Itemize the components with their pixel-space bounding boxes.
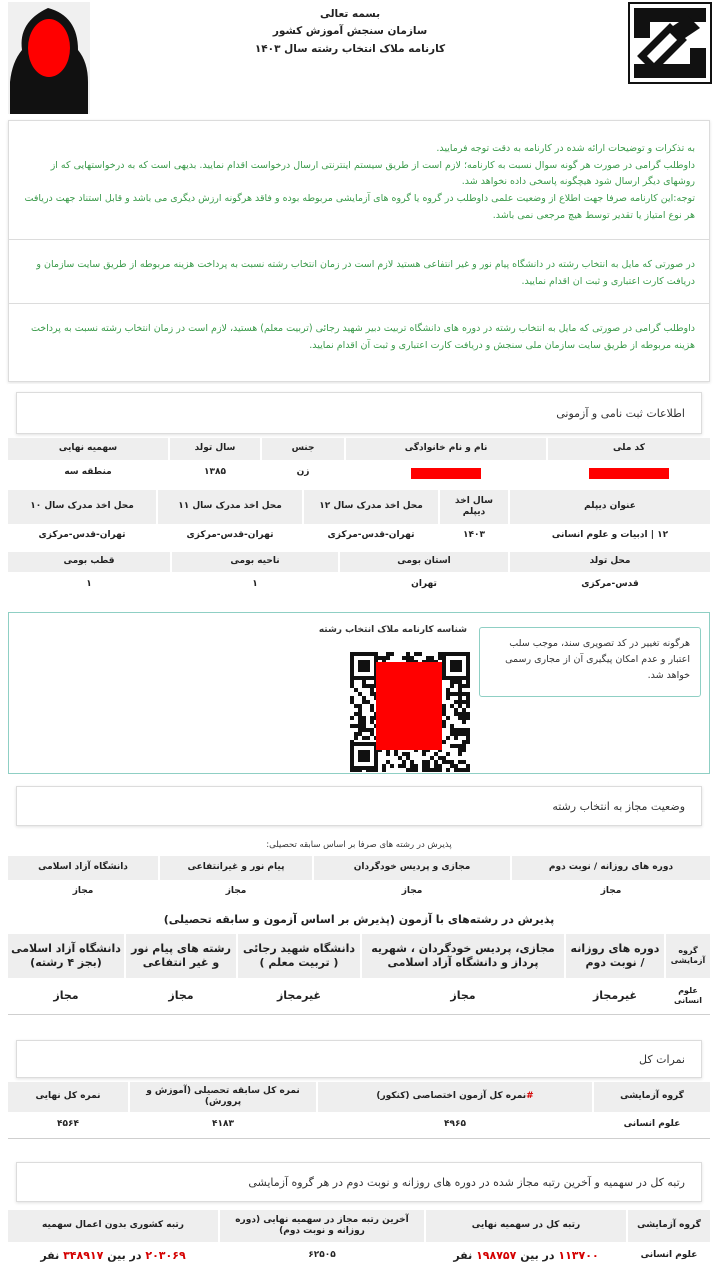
- reg-v-gender: زن: [262, 460, 344, 486]
- reg-h-gender: جنس: [262, 438, 344, 460]
- note-rajaee: داوطلب گرامی در صورتی که مایل به انتخاب رشته در دوره های دانشگاه تربیت دبیر شهید رجائی (تربیت معلم) هستید، لازم است در زمان انتخاب رشته نسبت به پرداخت هزینه مربوطه از طریق سایت سازمان ملی سنجش و دریافت کارت اعتباری و ثبت آن اقدام نمایید.: [30, 323, 695, 351]
- note-payame-noor: در صورتی که مایل به انتخاب رشته در دانشگاه پیام نور و غیر انتفاعی هستید لازم است در زمان انتخاب رشته نسبت به پرداخت هزینه مربوطه از طریق سایت سازمان و دریافت کارت اعتباری و ثبت ان اقدام نمایید.: [36, 259, 695, 287]
- rank-v-group: علوم انسانی: [628, 1242, 710, 1270]
- score-h-exam: # نمره کل آزمون اختصاصی (کنکور): [318, 1082, 592, 1112]
- record-v-daily: مجاز: [512, 880, 710, 904]
- redaction-qr: [376, 662, 442, 750]
- score-h-final: نمره کل نهایی: [8, 1082, 128, 1112]
- eligibility-title: وضعیت مجاز به انتخاب رشته: [552, 799, 685, 813]
- exam-v-payame-noor: مجاز: [126, 978, 236, 1014]
- ranks-title: رتبه کل در سهمیه و آخرین رتبه مجاز شده در دوره های روزانه و نوبت دوم در هر گروه آزمایشی: [248, 1175, 685, 1189]
- rank-v-quota: ۱۱۳۷۰۰ در بین ۱۹۸۷۵۷ نفر: [426, 1242, 626, 1270]
- reg-h-native-region: ناحیه بومی: [172, 552, 338, 572]
- reg-h-native-province: استان بومی: [340, 552, 508, 572]
- reg-v-place-12: تهران-قدس-مرکزی: [304, 524, 438, 548]
- ranks-title-bar: [16, 1162, 702, 1202]
- eligibility-title-bar: [16, 786, 702, 826]
- qr-warning-box: [479, 627, 701, 697]
- reg-v-diploma-year: ۱۴۰۳: [440, 524, 508, 548]
- score-v-group: علوم انسانی: [594, 1112, 710, 1138]
- record-h-payame-noor: پیام نور و غیرانتفاعی: [160, 856, 312, 880]
- registration-title: اطلاعات ثبت نامی و آزمونی: [556, 406, 685, 420]
- redaction-full-name: [411, 468, 481, 479]
- qr-code: [348, 652, 472, 772]
- redaction-national-id: [589, 468, 669, 479]
- rank-national-total: ۳۴۸۹۱۷: [63, 1249, 104, 1263]
- notes-panel: [8, 120, 710, 382]
- rank-h-quota: رتبه کل در سهمیه نهایی: [426, 1210, 626, 1242]
- reg-h-place-11: محل اخذ مدرک سال ۱۱: [158, 490, 302, 524]
- reg-h-place-10: محل اخذ مدرک سال ۱۰: [8, 490, 156, 524]
- rank-h-last-allowed: آخرین رتبه مجاز در سهمیه نهایی (دوره روزانه و نوبت دوم): [220, 1210, 424, 1242]
- exam-h-rajaee: دانشگاه شهید رجائی ( تربیت معلم ): [238, 934, 360, 978]
- exam-h-payame-noor: رشته های پیام نور و غیر انتفاعی: [126, 934, 236, 978]
- record-h-daily: دوره های روزانه / نوبت دوم: [512, 856, 710, 880]
- reg-v-native-province: تهران: [340, 572, 508, 598]
- note-intro-3: توجه:این کارنامه صرفا جهت اطلاع از وضعیت علمی داوطلب در گروه یا گروه های آزمایشی مربوطه بوده و فاقد هرگونه ارزش دیگری می باشد و قابل استناد جهت دریافت هر نوع امتیاز یا تقدیر توسط هیچ مرجعی نمی باشد.: [24, 192, 695, 221]
- record-v-virtual: مجاز: [314, 880, 510, 904]
- record-h-virtual: مجازی و پردیس خودگردان: [314, 856, 510, 880]
- reg-v-diploma: ۱۲ | ادبیات و علوم انسانی: [510, 524, 710, 548]
- record-caption: پذیرش در رشته های صرفا بر اساس سابقه تحصیلی:: [266, 840, 452, 850]
- score-h-record: نمره کل سابقه تحصیلی (آموزش و پرورش): [130, 1082, 316, 1112]
- exam-h-azad: دانشگاه آزاد اسلامی (بجز ۴ رشته): [8, 934, 124, 978]
- exam-h-daily: دوره های روزانه / نوبت دوم: [566, 934, 664, 978]
- header-report-title: کارنامه ملاک انتخاب رشته سال ۱۴۰۳: [254, 42, 446, 55]
- score-hash-mark: #: [526, 1091, 534, 1102]
- scores-title: نمرات کل: [639, 1052, 685, 1066]
- record-v-payame-noor: مجاز: [160, 880, 312, 904]
- reg-h-quota: سهمیه نهایی: [8, 438, 168, 460]
- exam-v-daily: غیرمجاز: [566, 978, 664, 1014]
- reg-v-native-region: ۱: [172, 572, 338, 598]
- reg-h-place-12: محل اخذ مدرک سال ۱۲: [304, 490, 438, 524]
- reg-h-birth-year: سال تولد: [170, 438, 260, 460]
- qr-label: شناسه کارنامه ملاک انتخاب رشته: [318, 625, 467, 635]
- record-h-azad: دانشگاه آزاد اسلامی: [8, 856, 158, 880]
- exam-v-virtual: مجاز: [362, 978, 564, 1014]
- note-intro-2: داوطلب گرامی در صورت هر گونه سوال نسبت به کارنامه؛ لازم است از طریق سیستم اینترنتی ارسال درخواست اقدام نمایید. بدیهی است که به درخواستهایی که از روشهای دیگر ارسال شود هیچگونه پاسخی داده نخواهد شد.: [50, 159, 695, 188]
- rank-quota-total: ۱۹۸۷۵۷: [476, 1249, 517, 1263]
- note-intro-1: به تذکرات و توضیحات ارائه شده در کارنامه به دقت توجه فرمایید.: [436, 143, 695, 154]
- exam-h-group: گروه آزمایشی: [666, 934, 710, 978]
- header-basmala: بسمه تعالی: [319, 8, 381, 20]
- rank-v-national: ۲۰۳۰۶۹ در بین ۳۴۸۹۱۷ نفر: [8, 1242, 218, 1270]
- reg-h-diploma-year: سال اخذ دیپلم: [440, 490, 508, 524]
- record-v-azad: مجاز: [8, 880, 158, 904]
- exam-v-azad: مجاز: [8, 978, 124, 1014]
- score-v-record: ۴۱۸۳: [130, 1112, 316, 1138]
- reg-v-birthplace: قدس-مرکزی: [510, 572, 710, 598]
- header-organization: سازمان سنجش آموزش کشور: [272, 25, 428, 38]
- reg-v-national-id: [548, 460, 710, 486]
- reg-h-native-pole: قطب بومی: [8, 552, 170, 572]
- reg-h-birthplace: محل تولد: [510, 552, 710, 572]
- reg-h-national-id: کد ملی: [548, 438, 710, 460]
- score-v-exam: ۴۹۶۵: [318, 1112, 592, 1138]
- score-v-final: ۴۵۶۴: [8, 1112, 128, 1138]
- note-block-intro: [19, 141, 695, 224]
- rank-national-value: ۲۰۳۰۶۹: [145, 1249, 186, 1263]
- reg-v-place-10: تهران-قدس-مرکزی: [8, 524, 156, 548]
- exam-v-group: علوم انسانی: [666, 978, 710, 1014]
- exam-caption: پذیرش در رشته‌های با آزمون (پذیرش بر اساس آزمون و سابقه تحصیلی): [163, 913, 555, 926]
- rank-v-last-allowed: ۶۲۵۰۵: [220, 1242, 424, 1270]
- reg-h-full-name: نام و نام خانوادگی: [346, 438, 546, 460]
- reg-v-full-name: [346, 460, 546, 486]
- qr-warning-text: هرگونه تغییر در کد تصویری سند، موجب سلب اعتبار و عدم امکان پیگیری آن از مجاری رسمی خواهد شد.: [505, 638, 690, 682]
- reg-v-place-11: تهران-قدس-مرکزی: [158, 524, 302, 548]
- score-h-group: گروه آزمایشی: [594, 1082, 710, 1112]
- exam-v-rajaee: غیرمجاز: [238, 978, 360, 1014]
- exam-h-virtual: مجازی، پردیس خودگردان ، شهریه پرداز و دانشگاه آزاد اسلامی: [362, 934, 564, 978]
- candidate-photo: [8, 2, 90, 114]
- reg-v-quota: منطقه سه: [8, 460, 168, 486]
- reg-v-birth-year: ۱۳۸۵: [170, 460, 260, 486]
- reg-v-native-pole: ۱: [8, 572, 170, 598]
- header: [0, 0, 719, 118]
- rank-quota-value: ۱۱۳۷۰۰: [558, 1249, 599, 1263]
- rank-h-group: گروه آزمایشی: [628, 1210, 710, 1242]
- organization-logo: [628, 2, 712, 84]
- scores-title-bar: [16, 1040, 702, 1078]
- rank-h-national: رتبه کشوری بدون اعمال سهمیه: [8, 1210, 218, 1242]
- reg-h-diploma: عنوان دیپلم: [510, 490, 710, 524]
